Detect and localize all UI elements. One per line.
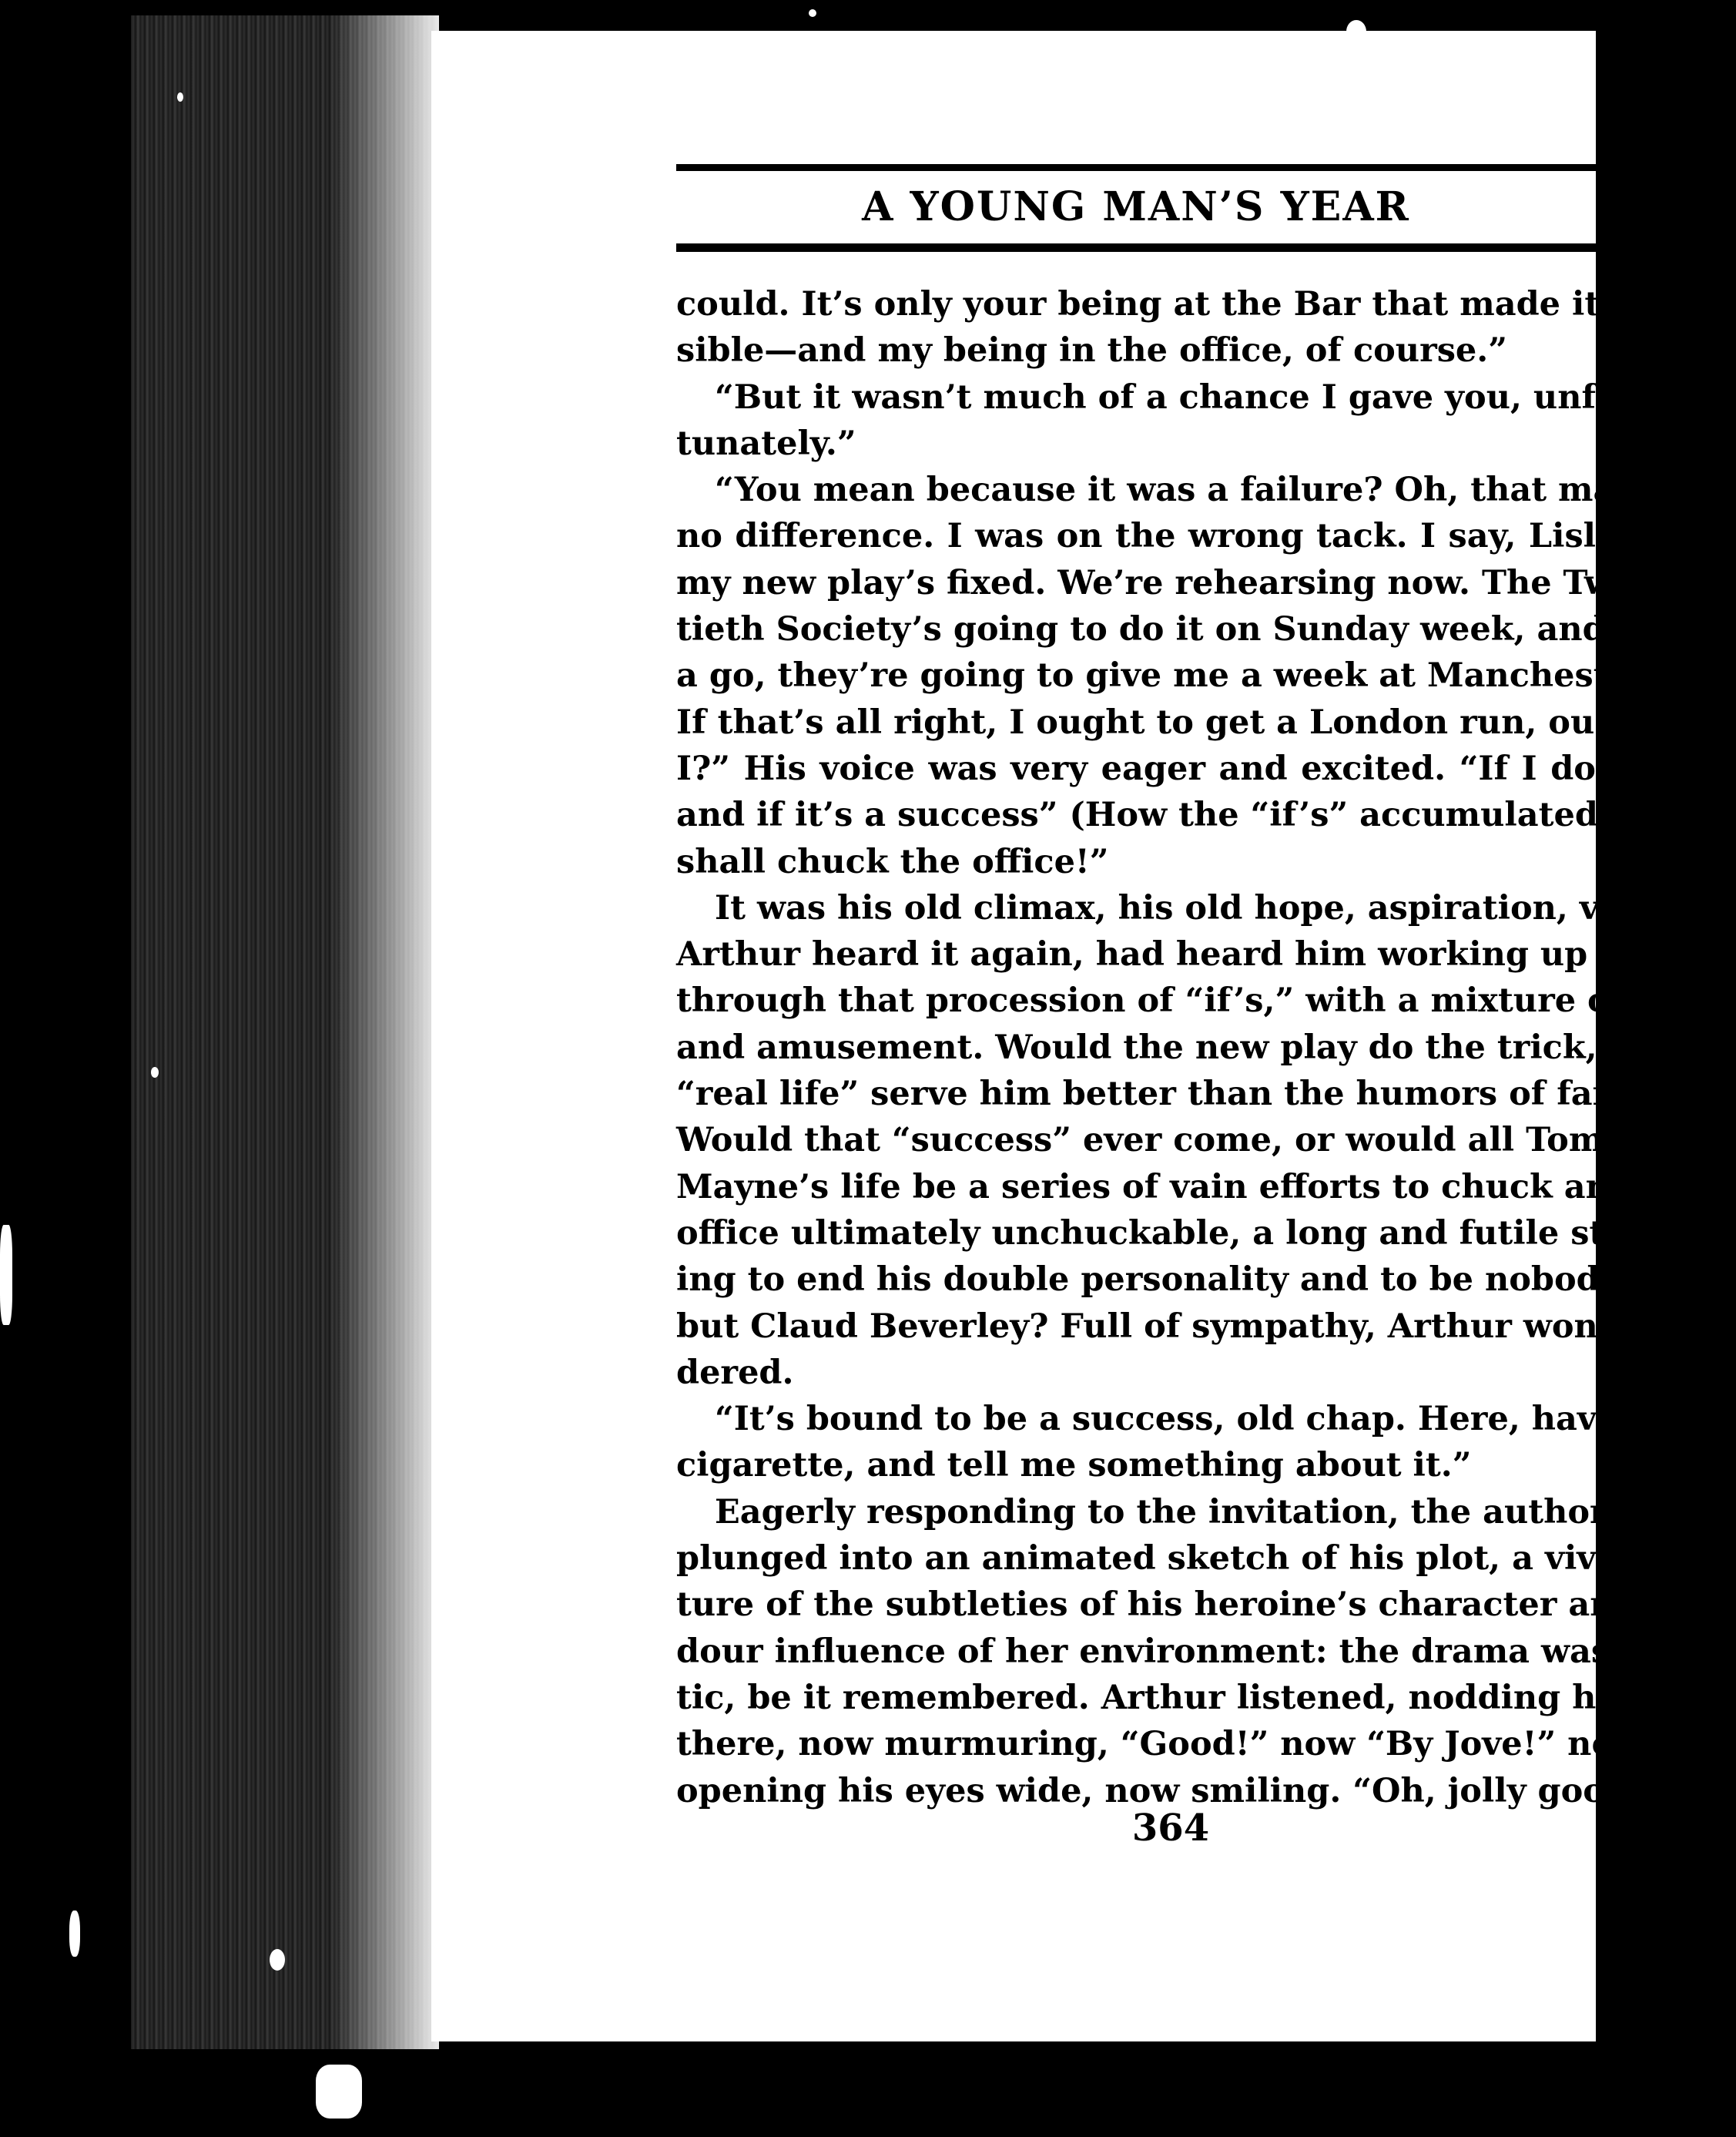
text-line: “It’s bound to be a success, old chap. Here, have a: [715, 1400, 1651, 1439]
text-line: opening his eyes wide, now smiling. “Oh, jolly good!”: [676, 1771, 1662, 1810]
text-line: dour influence of her environment: the drama was realis: [676, 1632, 1725, 1671]
text-line: no difference. I was on the wrong tack. I say, Lisl: [676, 517, 1596, 556]
text-line: and if it’s a success” (How the “if’s” accumulated!), “: [676, 796, 1671, 835]
dust-speck: [316, 2065, 362, 2119]
text-line: tic, be it remembered. Arthur listened, nodding here and: [676, 1678, 1736, 1717]
running-head: A YOUNG MAN’S YEAR: [862, 183, 1410, 230]
page-number: 364: [1131, 1807, 1210, 1850]
text-line: there, now murmuring, “Good!” now “By Jove!” now: [676, 1725, 1643, 1764]
text-line: plunged into an animated sketch of his plot, a vivid pic: [676, 1539, 1700, 1578]
text-line: Arthur heard it again, had heard him working up to i: [676, 935, 1661, 975]
text-line: If that’s all right, I ought to get a London run, oughtn: [676, 703, 1681, 742]
header-rule-bottom: [676, 243, 1596, 252]
text-line: “real life” serve him better than the humors of farce: [676, 1075, 1651, 1114]
text-line: Mayne’s life be a series of vain efforts to chuck an: [676, 1167, 1610, 1206]
text-line: tieth Society’s going to do it on Sunday week, and, if it: [676, 610, 1695, 649]
dust-speck: [177, 92, 183, 102]
text-line: It was his old climax, his old hope, aspiration, vision: [715, 888, 1689, 928]
text-line: through that procession of “if’s,” with a mixture of pit: [676, 981, 1687, 1021]
text-line: but Claud Beverley? Full of sympathy, Arthur won: [676, 1307, 1598, 1346]
dust-speck: [1346, 20, 1366, 43]
text-line: Eagerly responding to the invitation, the author: [715, 1492, 1607, 1531]
dust-speck: [0, 1225, 12, 1325]
text-line: “You mean because it was a failure? Oh, that make: [715, 471, 1659, 510]
text-line: and amusement. Would the new play do the trick, woul: [676, 1028, 1696, 1067]
text-line: my new play’s fixed. We’re rehearsing now. The Twen: [676, 563, 1658, 602]
text-line: I?” His voice was very eager and excited. “If I do: [676, 749, 1596, 788]
header-rule-top: [676, 164, 1596, 171]
text-line: dered.: [676, 1353, 794, 1392]
text-line: cigarette, and tell me something about it.”: [676, 1446, 1472, 1485]
text-line: “But it wasn’t much of a chance I gave you, unfor: [715, 377, 1636, 417]
text-line: sible—and my being in the office, of course.”: [676, 331, 1507, 371]
body-text: [676, 281, 1736, 1814]
text-line: ing to end his double personality and to be nobody: [676, 1260, 1619, 1300]
dust-speck: [809, 9, 816, 17]
dust-speck: [151, 1067, 159, 1078]
text-line: Would that “success” ever come, or would all Tom: [676, 1121, 1604, 1160]
page-edge-fade: [331, 15, 439, 2049]
text-line: office ultimately unchuckable, a long and futile striv: [676, 1213, 1654, 1253]
text-line: a go, they’re going to give me a week at Mancheste: [676, 656, 1630, 696]
text-line: tunately.”: [676, 424, 856, 463]
text-line: ture of the subtleties of his heroine’s character and the: [676, 1585, 1710, 1625]
text-line: shall chuck the office!”: [676, 842, 1109, 881]
text-line: could. It’s only your being at the Bar that made it pos: [676, 285, 1676, 324]
dust-speck: [69, 1911, 80, 1957]
dust-speck: [270, 1949, 285, 1971]
